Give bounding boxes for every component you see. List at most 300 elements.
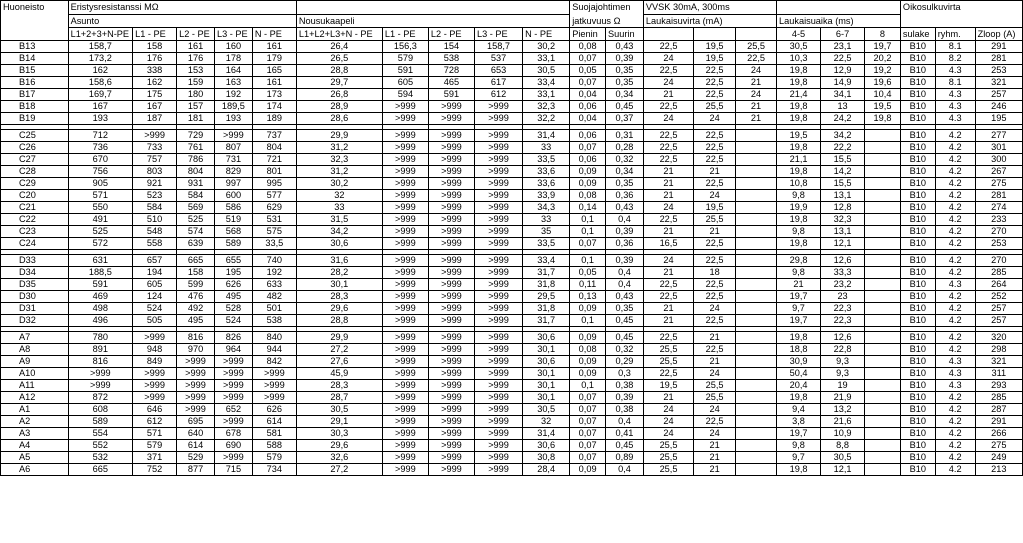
- value-cell: 0,08: [570, 344, 606, 356]
- value-cell: 4.2: [935, 440, 975, 452]
- room-cell: C27: [1, 154, 69, 166]
- value-cell: 22,5: [643, 41, 693, 53]
- value-cell: [736, 214, 777, 226]
- value-cell: 28,8: [296, 65, 382, 77]
- value-cell: 921: [133, 178, 177, 190]
- value-cell: 25,5: [643, 440, 693, 452]
- value-cell: >999: [428, 190, 474, 202]
- value-cell: 0,43: [606, 41, 644, 53]
- value-cell: [865, 392, 901, 404]
- value-cell: B10: [900, 303, 935, 315]
- value-cell: 21,1: [777, 154, 821, 166]
- value-cell: 28,2: [296, 267, 382, 279]
- value-cell: 15,5: [821, 154, 865, 166]
- value-cell: 801: [252, 166, 296, 178]
- value-cell: 9,8: [777, 267, 821, 279]
- value-cell: 0,4: [606, 416, 644, 428]
- value-cell: 266: [975, 428, 1022, 440]
- value-cell: 32: [296, 190, 382, 202]
- value-cell: 30,9: [777, 356, 821, 368]
- value-cell: 21: [643, 190, 693, 202]
- value-cell: 9,8: [777, 190, 821, 202]
- value-cell: 30,6: [523, 356, 570, 368]
- value-cell: 31,4: [523, 130, 570, 142]
- value-cell: [736, 368, 777, 380]
- value-cell: >999: [428, 464, 474, 476]
- value-cell: 31,2: [296, 142, 382, 154]
- value-cell: 24: [643, 53, 693, 65]
- value-cell: >999: [474, 344, 522, 356]
- value-cell: 22,5: [694, 142, 736, 154]
- value-cell: 22,5: [643, 332, 693, 344]
- value-cell: >999: [474, 166, 522, 178]
- value-cell: 281: [975, 53, 1022, 65]
- value-cell: 192: [214, 89, 252, 101]
- value-cell: >999: [382, 368, 428, 380]
- value-cell: 31,4: [523, 428, 570, 440]
- value-cell: 24: [643, 77, 693, 89]
- table-row: [1, 392, 1023, 404]
- value-cell: 25,5: [643, 464, 693, 476]
- value-cell: 29,6: [296, 303, 382, 315]
- value-cell: >999: [214, 452, 252, 464]
- value-cell: 28,7: [296, 392, 382, 404]
- value-cell: 19,9: [777, 202, 821, 214]
- value-cell: >999: [474, 315, 522, 327]
- value-cell: 0,07: [570, 404, 606, 416]
- value-cell: 33: [296, 202, 382, 214]
- value-cell: 0,07: [570, 142, 606, 154]
- room-header-cont: [1, 15, 69, 28]
- value-cell: 21: [694, 166, 736, 178]
- value-cell: 528: [214, 303, 252, 315]
- room-cell: B13: [1, 41, 69, 53]
- value-cell: 510: [133, 214, 177, 226]
- table-row: [1, 368, 1023, 380]
- value-cell: 32,3: [296, 154, 382, 166]
- value-cell: 24: [694, 428, 736, 440]
- value-cell: >999: [474, 130, 522, 142]
- value-cell: [865, 452, 901, 464]
- value-cell: 21: [694, 464, 736, 476]
- value-cell: 0,11: [570, 279, 606, 291]
- value-cell: 10,4: [865, 89, 901, 101]
- value-cell: 0,1: [570, 226, 606, 238]
- value-cell: 568: [214, 226, 252, 238]
- protective-header: Suojajohtimen: [570, 1, 644, 15]
- value-cell: [736, 279, 777, 291]
- value-cell: 476: [177, 291, 215, 303]
- value-cell: 780: [68, 332, 133, 344]
- value-cell: 657: [133, 255, 177, 267]
- value-cell: >999: [214, 130, 252, 142]
- table-row: [1, 238, 1023, 250]
- value-cell: 9,3: [821, 368, 865, 380]
- value-cell: 0,09: [570, 303, 606, 315]
- value-cell: 12,6: [821, 255, 865, 267]
- value-cell: 162: [133, 77, 177, 89]
- value-cell: 18,8: [777, 344, 821, 356]
- value-cell: 4.2: [935, 226, 975, 238]
- value-cell: [865, 130, 901, 142]
- value-cell: 736: [68, 142, 133, 154]
- value-cell: 0,34: [606, 89, 644, 101]
- value-cell: 29,8: [777, 255, 821, 267]
- value-cell: >999: [474, 154, 522, 166]
- value-cell: 0,13: [570, 291, 606, 303]
- value-cell: >999: [214, 392, 252, 404]
- value-cell: 482: [252, 291, 296, 303]
- value-cell: 19,8: [777, 464, 821, 476]
- value-cell: 639: [177, 238, 215, 250]
- value-cell: >999: [382, 416, 428, 428]
- value-cell: 695: [177, 416, 215, 428]
- room-cell: B16: [1, 77, 69, 89]
- value-cell: 4.2: [935, 404, 975, 416]
- header-row-2: [1, 15, 1023, 28]
- value-cell: 24: [694, 113, 736, 125]
- value-cell: 371: [133, 452, 177, 464]
- sub-header-cell: L1+L2+L3+N - PE: [296, 28, 382, 41]
- value-cell: >999: [382, 226, 428, 238]
- value-cell: 167: [133, 101, 177, 113]
- value-cell: >999: [474, 279, 522, 291]
- value-cell: 761: [177, 142, 215, 154]
- value-cell: 4.3: [935, 101, 975, 113]
- value-cell: [865, 214, 901, 226]
- insulation-header: Eristysresistanssi MΩ: [68, 1, 296, 15]
- value-cell: 33: [523, 214, 570, 226]
- value-cell: 176: [177, 53, 215, 65]
- table-row: [1, 130, 1023, 142]
- value-cell: 21: [643, 178, 693, 190]
- value-cell: >999: [133, 130, 177, 142]
- sub-header-cell: Pienin: [570, 28, 606, 41]
- sub-header-cell: Suurin: [606, 28, 644, 41]
- value-cell: 0,36: [606, 190, 644, 202]
- value-cell: >999: [474, 368, 522, 380]
- value-cell: [865, 344, 901, 356]
- value-cell: 22,5: [694, 344, 736, 356]
- value-cell: 21: [643, 303, 693, 315]
- value-cell: 28,6: [296, 113, 382, 125]
- sub-header-cell: L1 - PE: [382, 28, 428, 41]
- value-cell: 584: [133, 202, 177, 214]
- sub-header-cell: 6-7: [821, 28, 865, 41]
- value-cell: B10: [900, 77, 935, 89]
- value-cell: 491: [68, 214, 133, 226]
- value-cell: 30,8: [523, 452, 570, 464]
- value-cell: 0,09: [570, 356, 606, 368]
- value-cell: [865, 368, 901, 380]
- value-cell: 158: [133, 41, 177, 53]
- value-cell: 19,5: [694, 41, 736, 53]
- value-cell: 19,7: [865, 41, 901, 53]
- value-cell: B10: [900, 190, 935, 202]
- value-cell: 728: [428, 65, 474, 77]
- table-row: [1, 166, 1023, 178]
- value-cell: 571: [133, 428, 177, 440]
- value-cell: 22,5: [643, 65, 693, 77]
- value-cell: 803: [133, 166, 177, 178]
- value-cell: 24: [694, 190, 736, 202]
- value-cell: 29,5: [523, 291, 570, 303]
- value-cell: 24: [694, 303, 736, 315]
- value-cell: >999: [177, 368, 215, 380]
- value-cell: 291: [975, 41, 1022, 53]
- value-cell: 0,09: [570, 178, 606, 190]
- value-cell: 554: [68, 428, 133, 440]
- value-cell: B10: [900, 291, 935, 303]
- value-cell: 24,2: [821, 113, 865, 125]
- sub-header-cell: N - PE: [523, 28, 570, 41]
- value-cell: 165: [252, 65, 296, 77]
- value-cell: 19,5: [865, 101, 901, 113]
- value-cell: 22,2: [821, 142, 865, 154]
- value-cell: >999: [474, 190, 522, 202]
- value-cell: 253: [975, 238, 1022, 250]
- value-cell: 30,5: [821, 452, 865, 464]
- value-cell: 22,5: [694, 154, 736, 166]
- table-row: [1, 303, 1023, 315]
- value-cell: 0,32: [606, 154, 644, 166]
- value-cell: 34,2: [296, 226, 382, 238]
- value-cell: 264: [975, 279, 1022, 291]
- value-cell: >999: [428, 344, 474, 356]
- value-cell: 30,3: [296, 428, 382, 440]
- value-cell: 9,8: [777, 226, 821, 238]
- value-cell: [736, 166, 777, 178]
- value-cell: 270: [975, 255, 1022, 267]
- value-cell: 19,2: [865, 65, 901, 77]
- value-cell: B10: [900, 113, 935, 125]
- value-cell: >999: [474, 226, 522, 238]
- value-cell: 678: [214, 428, 252, 440]
- value-cell: 614: [177, 440, 215, 452]
- value-cell: 525: [177, 214, 215, 226]
- value-cell: 33,6: [523, 178, 570, 190]
- sub-header-cell: ryhm.: [935, 28, 975, 41]
- value-cell: 0,08: [570, 41, 606, 53]
- value-cell: 496: [68, 315, 133, 327]
- value-cell: 524: [214, 315, 252, 327]
- value-cell: 579: [382, 53, 428, 65]
- value-cell: >999: [382, 291, 428, 303]
- table-row: [1, 190, 1023, 202]
- value-cell: 12,1: [821, 238, 865, 250]
- value-cell: 25,5: [694, 392, 736, 404]
- value-cell: >999: [68, 368, 133, 380]
- value-cell: 192: [252, 267, 296, 279]
- header-row-3: [1, 28, 1023, 41]
- room-cell: D31: [1, 303, 69, 315]
- value-cell: >999: [382, 392, 428, 404]
- table-row: [1, 464, 1023, 476]
- value-cell: >999: [133, 380, 177, 392]
- value-cell: B10: [900, 166, 935, 178]
- value-cell: 804: [177, 166, 215, 178]
- value-cell: 173: [252, 89, 296, 101]
- value-cell: 21,9: [821, 392, 865, 404]
- value-cell: 20,2: [865, 53, 901, 65]
- value-cell: B10: [900, 255, 935, 267]
- value-cell: B10: [900, 380, 935, 392]
- value-cell: [736, 154, 777, 166]
- value-cell: 29,7: [296, 77, 382, 89]
- value-cell: >999: [382, 332, 428, 344]
- header-row-1: [1, 1, 1023, 15]
- value-cell: 33,9: [523, 190, 570, 202]
- table-row: [1, 142, 1023, 154]
- value-cell: >999: [382, 344, 428, 356]
- value-cell: 249: [975, 452, 1022, 464]
- value-cell: >999: [474, 142, 522, 154]
- value-cell: 24: [643, 428, 693, 440]
- value-cell: 0,35: [606, 303, 644, 315]
- value-cell: 33,6: [523, 166, 570, 178]
- value-cell: 27,2: [296, 344, 382, 356]
- value-cell: B10: [900, 356, 935, 368]
- value-cell: >999: [382, 452, 428, 464]
- value-cell: 19,7: [777, 428, 821, 440]
- value-cell: 26,5: [296, 53, 382, 65]
- value-cell: >999: [474, 416, 522, 428]
- value-cell: 589: [68, 416, 133, 428]
- value-cell: >999: [474, 356, 522, 368]
- value-cell: [865, 238, 901, 250]
- value-cell: 995: [252, 178, 296, 190]
- value-cell: 18: [694, 267, 736, 279]
- value-cell: 0,09: [570, 368, 606, 380]
- value-cell: >999: [474, 113, 522, 125]
- value-cell: >999: [474, 267, 522, 279]
- value-cell: 179: [252, 53, 296, 65]
- value-cell: 655: [214, 255, 252, 267]
- value-cell: [865, 464, 901, 476]
- room-cell: D34: [1, 267, 69, 279]
- value-cell: [736, 190, 777, 202]
- value-cell: B10: [900, 142, 935, 154]
- value-cell: 0,45: [606, 440, 644, 452]
- value-cell: 19,8: [777, 65, 821, 77]
- value-cell: 0,28: [606, 142, 644, 154]
- value-cell: >999: [428, 452, 474, 464]
- room-cell: D32: [1, 315, 69, 327]
- value-cell: 4.2: [935, 332, 975, 344]
- value-cell: 25,5: [694, 101, 736, 113]
- sub-header-cell: [736, 28, 777, 41]
- value-cell: 4.2: [935, 464, 975, 476]
- value-cell: [736, 440, 777, 452]
- value-cell: 311: [975, 368, 1022, 380]
- value-cell: >999: [382, 178, 428, 190]
- value-cell: 4.3: [935, 89, 975, 101]
- value-cell: >999: [428, 368, 474, 380]
- value-cell: 22,5: [694, 279, 736, 291]
- value-cell: >999: [382, 380, 428, 392]
- value-cell: 9,8: [777, 440, 821, 452]
- value-cell: [736, 416, 777, 428]
- value-cell: >999: [382, 214, 428, 226]
- table-row: [1, 416, 1023, 428]
- value-cell: 22,5: [643, 368, 693, 380]
- value-cell: 21: [694, 440, 736, 452]
- value-cell: B10: [900, 101, 935, 113]
- short-circuit-sub-header: [900, 15, 1022, 28]
- value-cell: 22,5: [694, 255, 736, 267]
- room-cell: C25: [1, 130, 69, 142]
- value-cell: 167: [68, 101, 133, 113]
- value-cell: 626: [214, 279, 252, 291]
- value-cell: 4.2: [935, 190, 975, 202]
- value-cell: 162: [68, 65, 133, 77]
- value-cell: 8.1: [935, 41, 975, 53]
- value-cell: >999: [428, 332, 474, 344]
- value-cell: 538: [252, 315, 296, 327]
- value-cell: 646: [133, 404, 177, 416]
- value-cell: 22,3: [821, 303, 865, 315]
- value-cell: 22,5: [643, 279, 693, 291]
- value-cell: 0,06: [570, 154, 606, 166]
- value-cell: B10: [900, 332, 935, 344]
- value-cell: 575: [252, 226, 296, 238]
- room-cell: A8: [1, 344, 69, 356]
- value-cell: 584: [177, 190, 215, 202]
- value-cell: 13,1: [821, 226, 865, 238]
- table-row: [1, 178, 1023, 190]
- value-cell: 872: [68, 392, 133, 404]
- value-cell: 19,8: [777, 238, 821, 250]
- value-cell: >999: [382, 202, 428, 214]
- value-cell: >999: [474, 428, 522, 440]
- value-cell: 19,8: [777, 332, 821, 344]
- value-cell: 629: [252, 202, 296, 214]
- room-cell: A5: [1, 452, 69, 464]
- value-cell: 169,7: [68, 89, 133, 101]
- value-cell: [736, 315, 777, 327]
- value-cell: 195: [214, 267, 252, 279]
- value-cell: 0,34: [606, 166, 644, 178]
- value-cell: >999: [214, 380, 252, 392]
- value-cell: 588: [252, 440, 296, 452]
- value-cell: 0,38: [606, 404, 644, 416]
- value-cell: >999: [382, 190, 428, 202]
- value-cell: >999: [382, 440, 428, 452]
- value-cell: 633: [252, 279, 296, 291]
- value-cell: 19,8: [777, 166, 821, 178]
- value-cell: 537: [474, 53, 522, 65]
- value-cell: 173,2: [68, 53, 133, 65]
- value-cell: >999: [428, 291, 474, 303]
- value-cell: [865, 428, 901, 440]
- value-cell: 525: [68, 226, 133, 238]
- value-cell: 22,5: [736, 53, 777, 65]
- value-cell: 21: [736, 101, 777, 113]
- continuity-header: jatkuvuus Ω: [570, 15, 644, 28]
- value-cell: 0,09: [570, 166, 606, 178]
- value-cell: >999: [382, 255, 428, 267]
- value-cell: 22,5: [643, 130, 693, 142]
- value-cell: 501: [252, 303, 296, 315]
- value-cell: 28,9: [296, 101, 382, 113]
- value-cell: >999: [428, 178, 474, 190]
- value-cell: 22,5: [694, 130, 736, 142]
- value-cell: 0,39: [606, 392, 644, 404]
- value-cell: 8.1: [935, 77, 975, 89]
- value-cell: 161: [252, 41, 296, 53]
- value-cell: [865, 303, 901, 315]
- value-cell: 752: [133, 464, 177, 476]
